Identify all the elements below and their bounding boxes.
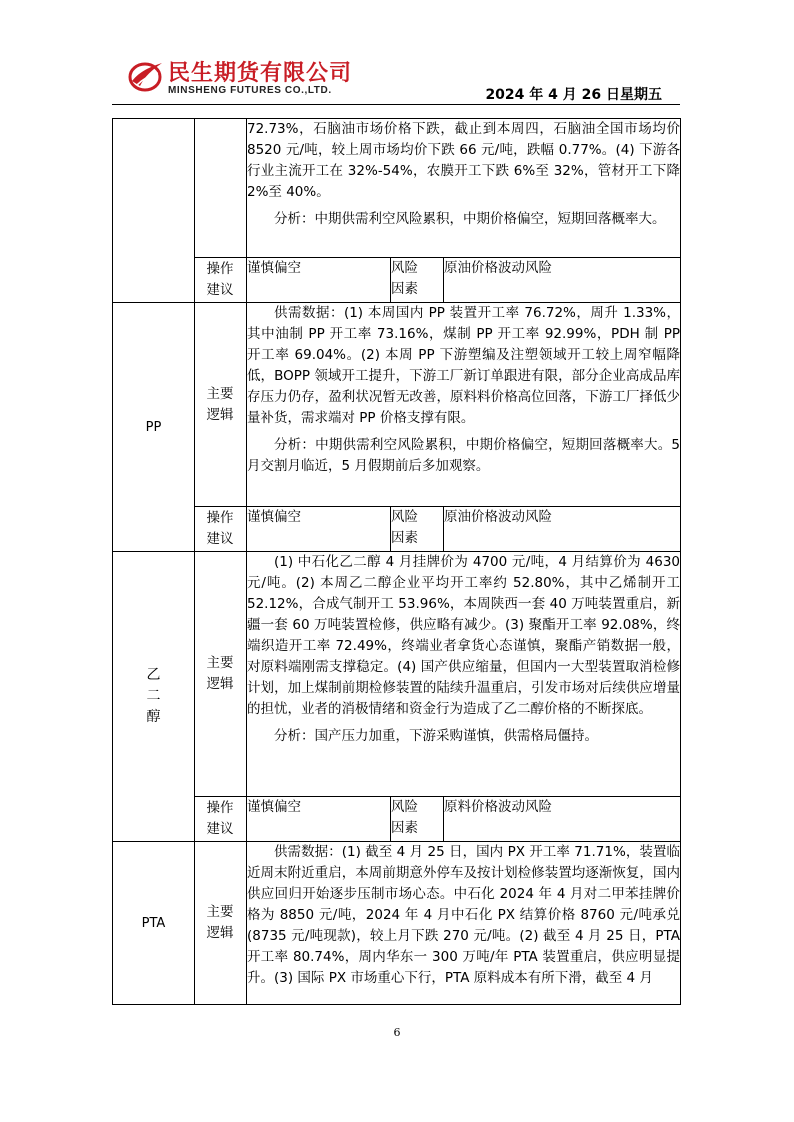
report-date: 2024 年 4 月 26 日星期五 (485, 87, 662, 103)
analysis-paragraph: 分析：中期供需利空风险累积，中期价格偏空，短期回落概率大。5 月交割月临近，5 月假期前后多加观察。 (247, 437, 680, 474)
main-logic-label: 主要逻辑 (195, 842, 247, 1005)
operation-value: 谨慎偏空 (247, 258, 391, 303)
table-row (113, 258, 681, 303)
analysis-paragraph: 分析：中期供需利空风险累积，中期价格偏空，短期回落概率大。 (274, 211, 666, 227)
table-row (113, 842, 681, 1005)
risk-value: 原料价格波动风险 (444, 797, 681, 842)
logic-paragraph: 供需数据：(1) 截至 4 月 25 日，国内 PX 开工率 71.71%，装置临近周末附近重启，本周前期意外停车及按计划检修装置均逐渐恢复，国内供应回归开始逐步压制市场心态。中石化 2024 年 4 月对二甲苯挂牌价格为 8850 元/吨，2024 年 4 月中石化 PX 结算价格 8760 元/吨承兑 (8735 元/吨现款)，较上月下跌 270 元/吨。(2) 截至 4 月 25 日，PTA 开工率 80.74%，周内华东一 300 万吨/年 PTA 装置重启，供应明显提升。(3) 国际 PX 市场重心下行，PTA 原料成本有所下滑，截至 4 月 (247, 844, 680, 986)
commodity-table (112, 118, 681, 1005)
operation-label: 操作建议 (195, 797, 247, 842)
category-pp: PP (113, 303, 195, 552)
table-row (113, 552, 681, 797)
analysis-paragraph: 分析：国产压力加重，下游采购谨慎，供需格局僵持。 (274, 728, 598, 744)
main-logic-label: 主要逻辑 (195, 303, 247, 507)
risk-value: 原油价格波动风险 (444, 507, 681, 552)
minsheng-logo-icon (128, 57, 164, 93)
operation-value: 谨慎偏空 (247, 797, 391, 842)
header-divider (112, 104, 680, 105)
logic-paragraph: 72.73%，石脑油市场价格下跌，截止到本周四，石脑油全国市场均价 8520 元/吨，较上周市场均价下跌 66 元/吨，跌幅 0.77%。(4) 下游各行业主流开工在 32%-54%，农膜开工下跌 6%至 32%，管材开工下降 2%至 40%。 (247, 121, 680, 200)
page-number: 6 (393, 1026, 401, 1039)
company-logo (128, 55, 368, 100)
main-logic-label (195, 119, 247, 258)
logic-paragraph: (1) 中石化乙二醇 4 月挂牌价为 4700 元/吨，4 月结算价为 4630 元/吨。(2) 本周乙二醇企业平均开工率约 52.80%，其中乙烯制开工 52.12%，合成气制开工 53.96%，本周陕西一套 40 万吨装置重启，新疆一套 60 万吨装置检修，供应略有减少。(3) 聚酯开工率 92.08%，终端织造开工率 72.49%，终端业者拿货心态谨慎，聚酯产销数据一般，对原料端刚需支撑稳定。(4) 国产供应缩量，但国内一大型装置取消检修计划，加上煤制前期检修装置的陆续升温重启，引发市场对后续供应增量的担忧，业者的消极情绪和资金行为造成了乙二醇价格的不断探底。 (247, 554, 680, 717)
table-row (113, 507, 681, 552)
risk-label: 风险因素 (391, 797, 444, 842)
table-row (113, 303, 681, 507)
main-logic-label: 主要逻辑 (195, 552, 247, 797)
logic-paragraph: 供需数据：(1) 本周国内 PP 装置开工率 76.72%，周升 1.33%，其中油制 PP 开工率 73.16%，煤制 PP 开工率 92.99%，PDH 制 PP 开工率 69.04%。(2) 本周 PP 下游塑编及注塑领域开工较上周窄幅降低，BOPP 领域开工提升，下游工厂新订单跟进有限，部分企业高成品库存压力仍存，盈利状况暂无改善，原料料价格高位回落，下游工厂择低少量补货，需求端对 PP 价格支撑有限。 (247, 305, 680, 426)
category-cell (113, 119, 195, 303)
risk-label: 风险因素 (391, 507, 444, 552)
operation-label: 操作建议 (195, 258, 247, 303)
operation-value: 谨慎偏空 (247, 507, 391, 552)
risk-label: 风险因素 (391, 258, 444, 303)
company-name-cn: 民生期货有限公司 (168, 61, 353, 86)
logic-content (247, 119, 681, 258)
company-name-en: MINSHENG FUTURES CO.,LTD. (168, 85, 332, 96)
category-meg: 乙 二 醇 (113, 552, 195, 842)
table-row (113, 797, 681, 842)
logic-content (247, 552, 681, 797)
logic-content (247, 842, 681, 1005)
logic-content (247, 303, 681, 507)
risk-value: 原油价格波动风险 (444, 258, 681, 303)
operation-label: 操作建议 (195, 507, 247, 552)
table-row (113, 119, 681, 258)
category-pta: PTA (113, 842, 195, 1005)
